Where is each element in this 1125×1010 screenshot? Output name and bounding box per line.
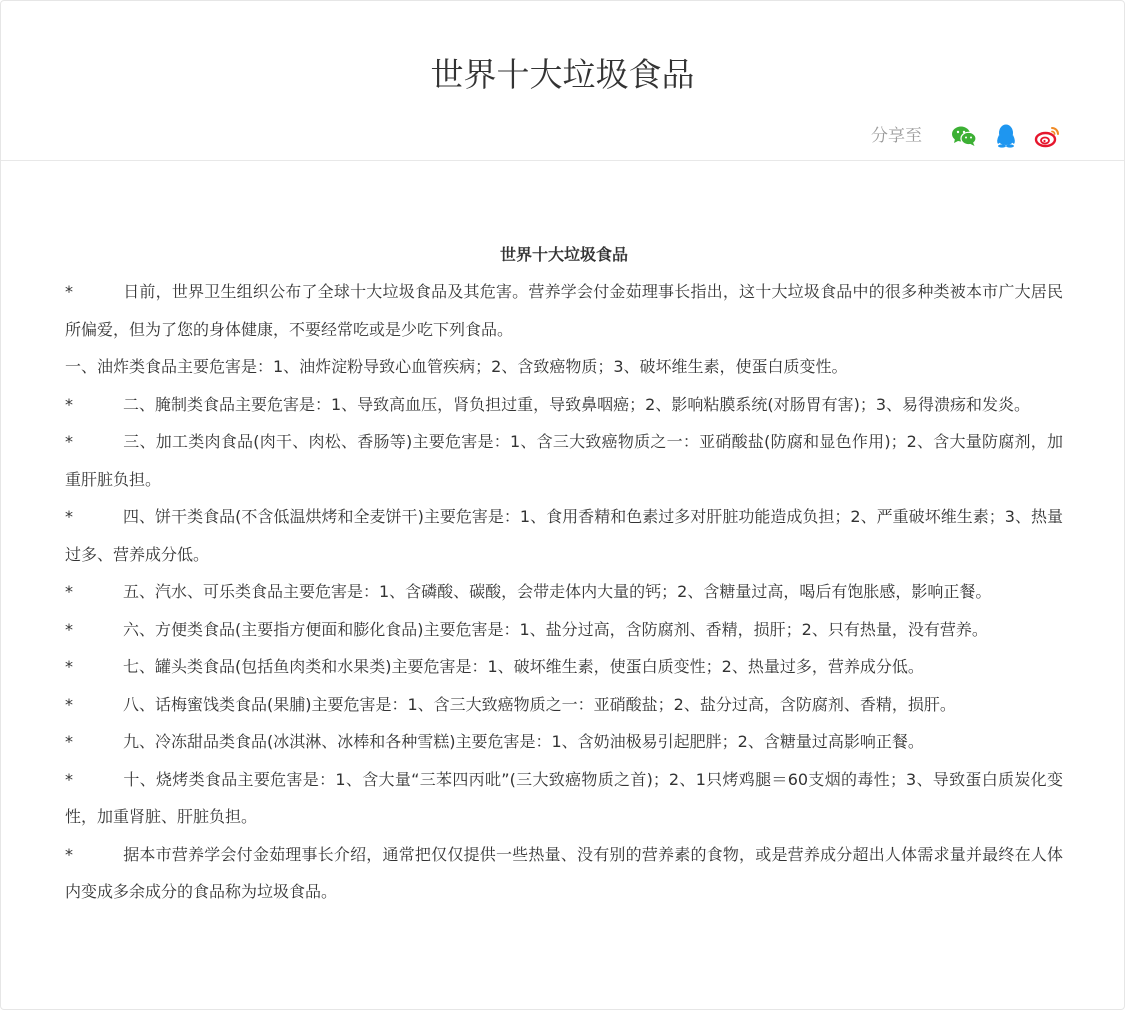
bullet-marker: * [65, 582, 73, 601]
bullet-marker: * [65, 844, 73, 864]
bullet-marker: * [65, 432, 73, 451]
paragraph-text: 七、罐头类食品(包括鱼肉类和水果类)主要危害是：1、破坏维生素，使蛋白质变性；2、热量过多，营养成分低。 [123, 657, 924, 676]
paragraph-text: 四、饼干类食品(不含低温烘烤和全麦饼干)主要危害是：1、食用香精和色素过多对肝脏功能造成负担；2、严重破坏维生素；3、热量过多、营养成分低。 [65, 507, 1063, 564]
paragraph-item-1 [65, 348, 1063, 386]
paragraph-text: 五、汽水、可乐类食品主要危害是：1、含磷酸、碳酸，会带走体内大量的钙；2、含糖量过高，喝后有饱胀感，影响正餐。 [123, 582, 992, 601]
paragraph-text: 九、冷冻甜品类食品(冰淇淋、冰棒和各种雪糕)主要危害是：1、含奶油极易引起肥胖；2、含糖量过高影响正餐。 [123, 732, 924, 751]
bullet-marker: * [65, 769, 73, 789]
share-label: 分享至 [871, 126, 922, 146]
qq-icon[interactable] [992, 122, 1020, 150]
paragraph-text: 六、方便类食品(主要指方便面和膨化食品)主要危害是：1、盐分过高，含防腐剂、香精，损肝；2、只有热量，没有营养。 [123, 619, 988, 639]
paragraph-item-6 [65, 611, 1063, 649]
page-title: 世界十大垃圾食品 [430, 55, 695, 94]
bullet-marker: * [65, 657, 73, 676]
share-bar [871, 121, 1062, 151]
paragraph-text: 一、油炸类食品主要危害是：1、油炸淀粉导致心血管疾病；2、含致癌物质；3、破坏维生素，使蛋白质变性。 [65, 357, 848, 376]
body-title: 世界十大垃圾食品 [499, 245, 628, 264]
paragraph-item-3 [65, 423, 1063, 498]
paragraph-item-7 [65, 648, 1063, 686]
paragraph-text: 据本市营养学会付金茹理事长介绍，通常把仅仅提供一些热量、没有别的营养素的食物，或是营养成分超出人体需求量并最终在人体内变成多余成分的食品称为垃圾食品。 [65, 844, 1063, 901]
article-header [1, 1, 1124, 161]
bullet-marker: * [65, 507, 73, 526]
paragraph-item-9 [65, 723, 1063, 761]
paragraph-item-4 [65, 498, 1063, 573]
paragraph-intro [65, 273, 1063, 348]
bullet-marker: * [65, 394, 73, 414]
paragraph-item-8 [65, 686, 1063, 724]
article-body [65, 237, 1063, 911]
paragraph-item-10 [65, 761, 1063, 836]
paragraph-text: 日前，世界卫生组织公布了全球十大垃圾食品及其危害。营养学会付金茹理事长指出，这十大垃圾食品中的很多种类被本市广大居民所偏爱，但为了您的身体健康，不要经常吃或是少吃下列食品。 [65, 282, 1063, 339]
paragraph-text: 二、腌制类食品主要危害是：1、导致高血压，肾负担过重，导致鼻咽癌；2、影响粘膜系统(对肠胃有害)；3、易得溃疡和发炎。 [123, 394, 1031, 414]
paragraph-summary [65, 836, 1063, 911]
bullet-marker: * [65, 732, 73, 751]
paragraph-text: 八、话梅蜜饯类食品(果脯)主要危害是：1、含三大致癌物质之一：亚硝酸盐；2、盐分过高，含防腐剂、香精，损肝。 [123, 694, 956, 714]
paragraph-text: 十、烧烤类食品主要危害是：1、含大量“三苯四丙吡”(三大致癌物质之首)；2、1只烤鸡腿＝60支烟的毒性；3、导致蛋白质炭化变性，加重肾脏、肝脏负担。 [65, 769, 1063, 826]
bullet-marker: * [65, 282, 73, 301]
paragraph-item-2 [65, 386, 1063, 424]
paragraph-text: 三、加工类肉食品(肉干、肉松、香肠等)主要危害是：1、含三大致癌物质之一：亚硝酸盐(防腐和显色作用)；2、含大量防腐剂，加重肝脏负担。 [65, 432, 1063, 489]
bullet-marker: * [65, 694, 73, 714]
wechat-icon[interactable] [950, 122, 978, 150]
paragraph-item-5 [65, 573, 1063, 611]
weibo-icon[interactable] [1034, 122, 1062, 150]
bullet-marker: * [65, 619, 73, 639]
